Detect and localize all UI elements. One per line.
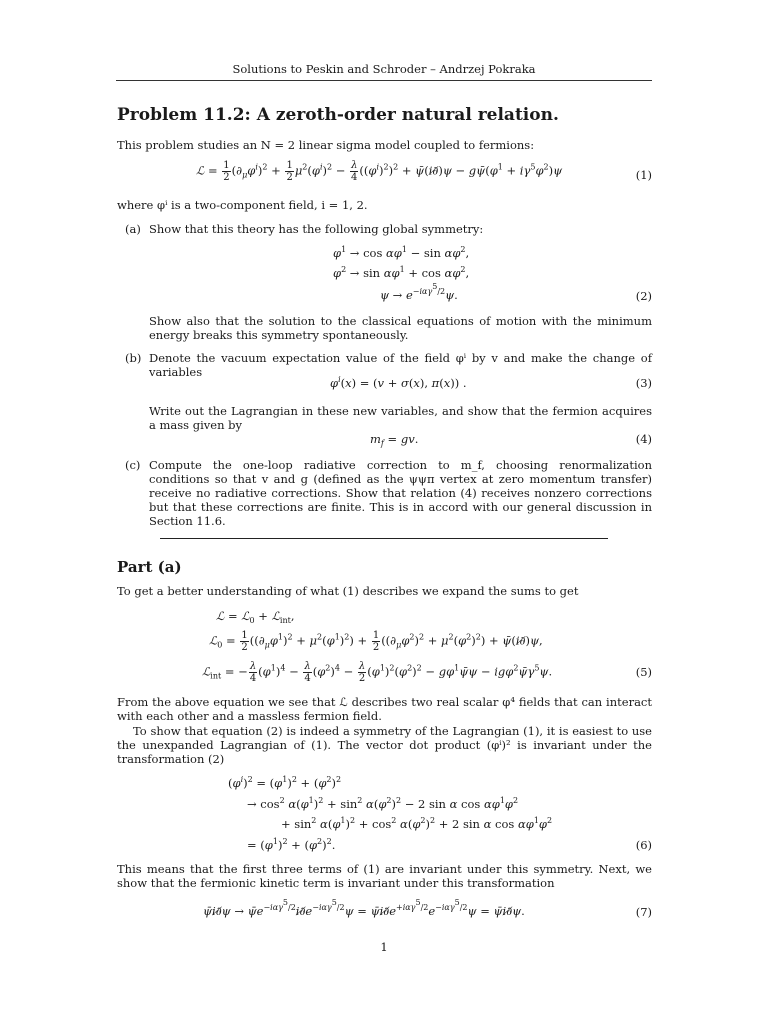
equation-1-number: (1) [635, 168, 652, 182]
item-b-text: Denote the vacuum expectation value of the field φⁱ by v and make the change of variables [149, 351, 652, 379]
equation-5-line-2: ℒ$_0$ = $\frac{1}{2}$ $((\partial_\mu\varphi^1)^2 + \mu^2(\varphi^1)^2)$ + $\frac{1}{2}$ $((\partial_\mu\varphi^2)^2 + \mu^2(\varphi^2)^2)$ + ψ̄(i∂̸)ψ, [209, 630, 543, 653]
part-a-paragraph-1: From the above equation we see that ℒ describes two real scalar φ⁴ fields that can interact with each other and a massless fermion field. [117, 695, 652, 723]
equation-5-line-1: ℒ = ℒ$_0$ + ℒ$_{int}$, [216, 609, 295, 625]
equation-3: $\varphi^i(x) = (v + \sigma(x)$, π(x)) . [330, 375, 467, 390]
equation-2-line-1: $\varphi^1 \to \cos \alpha\varphi^1 - \sin \alpha\varphi^2$, [333, 245, 470, 260]
equation-6-line-3: + $\sin^2 \alpha(\varphi^1)^2 + \cos^2 \alpha(\varphi^2)^2 + 2$ sin α $\cos \alpha\varphi^1\varphi^2$ [281, 816, 553, 831]
part-a-paragraph-3: This means that the first three terms of (1) are invariant under this symmetry. Next, we show that the fermionic kinetic term is invariant under this transformation [117, 862, 652, 890]
equation-5-number: (5) [635, 665, 652, 679]
equation-4: $m_f$ = gv. [370, 432, 419, 448]
item-a-followup: Show also that the solution to the classical equations of motion with the minimum energy breaks this symmetry spontaneously. [149, 314, 652, 342]
equation-2-number: (2) [635, 289, 652, 303]
part-a-paragraph-2: To show that equation (2) is indeed a symmetry of the Lagrangian (1), it is easiest to use the unexpanded Lagrangian of (1). The vector dot product (φⁱ)² is invariant under the transformation (2) [117, 724, 652, 766]
part-a-intro: To get a better understanding of what (1) describes we expand the sums to get [117, 584, 579, 598]
equation-4-number: (4) [635, 432, 652, 446]
equation-6-line-2: → $\cos^2 \alpha(\varphi^1)^2 + \sin^2 \alpha(\varphi^2)^2 - 2$ sin α $\cos \alpha\varphi^1\varphi^2$ [247, 796, 519, 811]
header-rule [116, 80, 652, 81]
item-a-label: (a) [125, 222, 141, 236]
field-definition: where φⁱ is a two-component field, i = 1, 2. [117, 198, 368, 212]
equation-1: ℒ = $\frac{1}{2}$ $(\partial_\mu\varphi^i)^2$ + $\frac{1}{2}$ $\mu^2(\varphi^i)^2$ − $\frac{\lambda}{4}$ $((\varphi^i)^2)^2$ + ψ̄(i∂̸)ψ − $g\psī(\varphi^1 + i\gamma^5\varphi^2)\psi$ [196, 160, 563, 183]
page-number: 1 [380, 940, 388, 954]
item-c-text: Compute the one-loop radiative correction to m_f, choosing renormalization conditions so that v and g (defined as the ψψπ vertex at zero momentum transfer) receive no radiative corrections. Show that relation (4) receives nonzero corrections but that these corrections are finite. This is in accord with our general discussion in Section 11.6. [149, 458, 652, 528]
item-a-text: Show that this theory has the following global symmetry: [149, 222, 484, 236]
equation-2-line-3: $\psi \to e^{-i\alpha\gamma^5/2}\psi$. [380, 282, 458, 302]
part-a-title: Part (a) [117, 558, 182, 576]
item-b [125, 351, 652, 379]
problem-intro: This problem studies an N = 2 linear sigma model coupled to fermions: [117, 138, 535, 152]
item-b-followup: Write out the Lagrangian in these new variables, and show that the fermion acquires a mass given by [149, 404, 652, 432]
item-b-label: (b) [125, 351, 142, 365]
equation-6-line-4: = $(\varphi^1)^2 + (\varphi^2)^2$. [247, 837, 336, 852]
equation-3-number: (3) [635, 376, 652, 390]
equation-6-line-1: $(\varphi^i)^2 = (\varphi^1)^2 + (\varphi^2)^2$ [228, 775, 342, 790]
section-separator [160, 538, 608, 539]
equation-6-number: (6) [635, 838, 652, 852]
equation-7-number: (7) [635, 905, 652, 919]
item-c [125, 458, 652, 528]
item-c-label: (c) [125, 458, 141, 472]
equation-7: ψ̄i∂̸ψ → $\psīe^{-i\alpha\gamma^5/2}i\partial̸e^{-i\alpha\gamma^5/2}\psi$ = $\psīi\partial̸e^{+i\alpha\gamma^5/2}e^{-i\alpha\gamma^5/2}\psi$ = ψ̄i∂̸ψ. [203, 898, 525, 918]
equation-5-line-3: ℒ$_{int}$ = − $\frac{\lambda}{4}$ $(\varphi^1)^4$ − $\frac{\lambda}{4}$ $(\varphi^2)^4$ − $\frac{\lambda}{2}$ $(\varphi^1)^2(\varphi^2)^2$ − $g\varphi^1\psī\psi$ − $ig\varphi^2\psī\gamma^5\psi$. [202, 661, 553, 684]
item-a [125, 222, 652, 236]
running-header: Solutions to Peskin and Schroder – Andrzej Pokraka [232, 62, 536, 76]
problem-title: Problem 11.2: A zeroth-order natural relation. [117, 105, 559, 125]
equation-2-line-2: $\varphi^2 \to \sin \alpha\varphi^1 + \cos \alpha\varphi^2$, [333, 265, 470, 280]
